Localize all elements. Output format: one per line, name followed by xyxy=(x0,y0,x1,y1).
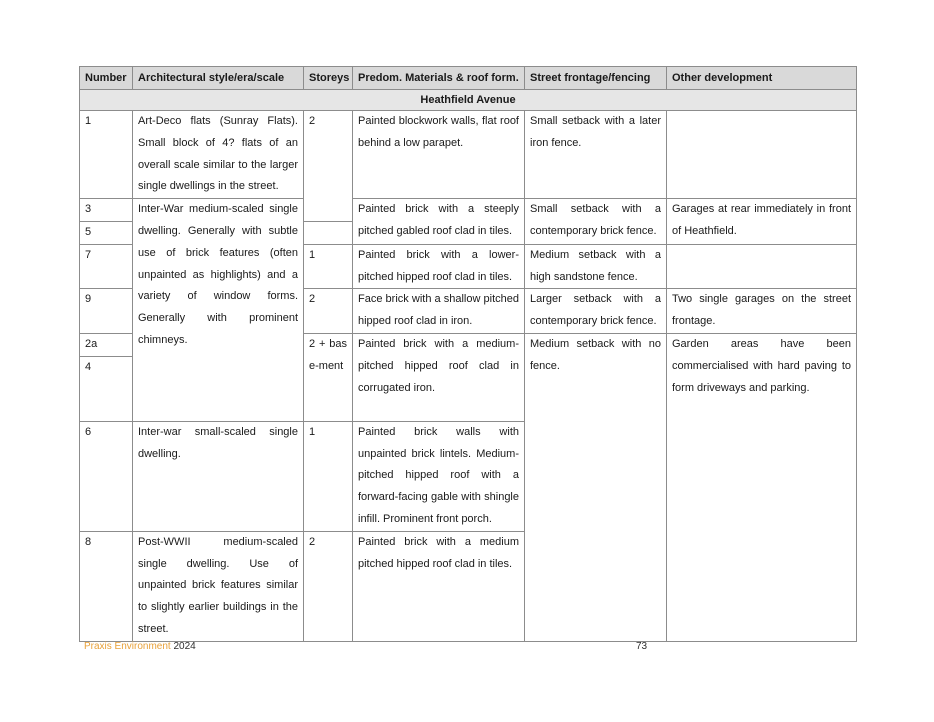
header-number: Number xyxy=(80,67,133,90)
materials-cell: Painted brick with a medium pitched hipped roof clad in tiles. xyxy=(353,531,525,641)
other-cell: Two single garages on the street frontage. xyxy=(667,289,857,334)
number-cell: 6 xyxy=(80,421,133,531)
footer-year: 2024 xyxy=(173,641,196,652)
style-cell: Inter-war small-scaled single dwelling. xyxy=(133,421,304,531)
table-row xyxy=(80,199,857,222)
frontage-cell: Small setback with a later iron fence. xyxy=(525,111,667,199)
materials-cell: Face brick with a shallow pitched hipped roof clad in iron. xyxy=(353,289,525,334)
materials-cell: Painted brick with a medium-pitched hipped roof clad in corrugated iron. xyxy=(353,333,525,421)
materials-cell: Painted brick walls with unpainted brick lintels. Medium-pitched hipped roof with a forward-facing gable with shingle infill. Prominent front porch. xyxy=(353,421,525,531)
number-cell: 1 xyxy=(80,111,133,199)
header-other: Other development xyxy=(667,67,857,90)
other-cell: Garages at rear immediately in front of Heathfield. xyxy=(667,199,857,245)
number-cell: 4 xyxy=(80,356,133,421)
style-cell: Inter-War medium-scaled single dwelling. Generally with subtle use of brick features (often unpainted as highlights) and a variety of window forms. Generally with prominent chimneys. xyxy=(133,199,304,422)
page-number: 73 xyxy=(636,641,648,652)
storeys-cell: 1 xyxy=(304,421,353,531)
section-title: Heathfield Avenue xyxy=(80,90,857,111)
header-frontage: Street frontage/fencing xyxy=(525,67,667,90)
materials-cell: Painted brick with a steeply pitched gabled roof clad in tiles. xyxy=(353,199,525,245)
heritage-table xyxy=(79,66,857,642)
frontage-cell: Larger setback with a contemporary brick fence. xyxy=(525,289,667,334)
number-cell: 7 xyxy=(80,244,133,289)
style-cell: Art-Deco flats (Sunray Flats). Small block of 4? flats of an overall scale similar to the larger single dwellings in the street. xyxy=(133,111,304,199)
materials-cell: Painted blockwork walls, flat roof behind a low parapet. xyxy=(353,111,525,199)
style-cell: Post-WWII medium-scaled single dwelling. Use of unpainted brick features similar to slightly earlier buildings in the street. xyxy=(133,531,304,641)
number-cell: 2a xyxy=(80,333,133,356)
header-storeys: Storeys xyxy=(304,67,353,90)
number-cell: 8 xyxy=(80,531,133,641)
storeys-cell-empty xyxy=(304,221,353,244)
storeys-cell: 2 xyxy=(304,289,353,334)
footer-brand-name: Praxis Environment xyxy=(84,641,171,652)
storeys-cell: 2 + base-ment xyxy=(304,333,353,421)
number-cell: 3 xyxy=(80,199,133,222)
number-cell: 9 xyxy=(80,289,133,334)
other-cell: Garden areas have been commercialised with hard paving to form driveways and parking. xyxy=(667,333,857,641)
storeys-cell: 2 xyxy=(304,531,353,641)
number-cell: 5 xyxy=(80,221,133,244)
section-row xyxy=(80,90,857,111)
frontage-cell: Medium setback with no fence. xyxy=(525,333,667,641)
header-style: Architectural style/era/scale xyxy=(133,67,304,90)
other-cell xyxy=(667,244,857,289)
footer-brand xyxy=(84,640,196,654)
storeys-cell: 2 xyxy=(304,111,353,222)
header-materials: Predom. Materials & roof form. xyxy=(353,67,525,90)
table-row xyxy=(80,111,857,199)
frontage-cell: Small setback with a contemporary brick fence. xyxy=(525,199,667,245)
storeys-cell: 1 xyxy=(304,244,353,289)
other-cell xyxy=(667,111,857,199)
materials-cell: Painted brick with a lower-pitched hipped roof clad in tiles. xyxy=(353,244,525,289)
header-row xyxy=(80,67,857,90)
frontage-cell: Medium setback with a high sandstone fence. xyxy=(525,244,667,289)
